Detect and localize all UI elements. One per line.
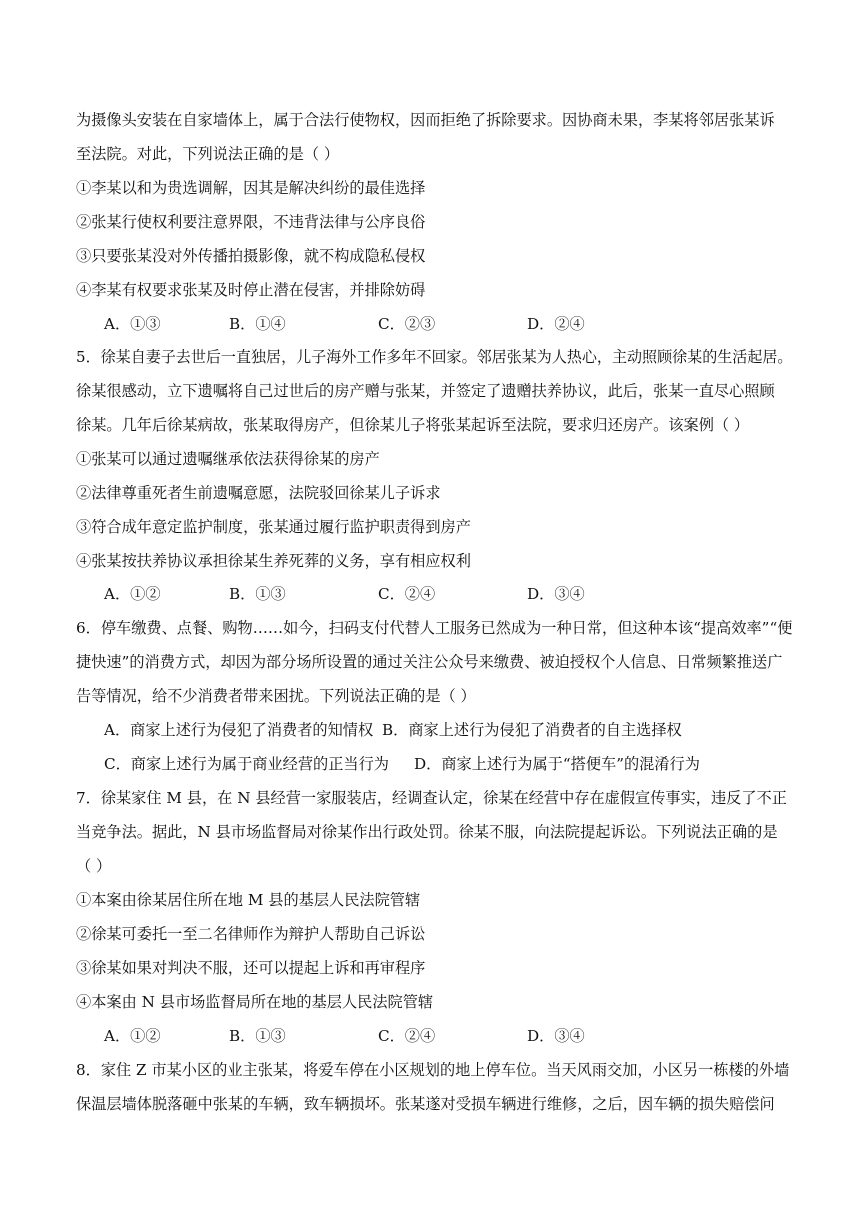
statement-2: ②张某行使权利要注意界限，不违背法律与公序良俗	[76, 213, 426, 231]
question-text-line: 徐某。几年后徐某病故，张某取得房产，但徐某儿子将张某起诉至法院，要求归还房产。该案例（ ）	[76, 416, 750, 434]
option-b: B．①③	[229, 585, 286, 603]
statement-1: ①本案由徐某居住所在地 M 县的基层人民法院管辖	[76, 891, 421, 909]
statement-4: ④李某有权要求张某及时停止潜在侵害，并排除妨碍	[76, 281, 426, 299]
statement-2: ②徐某可委托一至二名律师作为辩护人帮助自己诉讼	[76, 925, 426, 943]
question-text-line: 当竞争法。据此，N 县市场监督局对徐某作出行政处罚。徐某不服，向法院提起诉讼。下列说法正确的是	[76, 823, 778, 841]
question-text-line: 5．徐某自妻子去世后一直独居，儿子海外工作多年不回家。邻居张某为人热心，主动照顾徐某的生活起居。	[76, 348, 793, 366]
option-d: D．商家上述行为属于“搭便车”的混淆行为	[414, 755, 700, 773]
option-c: C．②④	[378, 1027, 436, 1045]
statement-4: ④张某按扶养协议承担徐某生养死葬的义务，享有相应权利	[76, 552, 471, 570]
option-d: D．②④	[527, 315, 585, 333]
option-a: A．商家上述行为侵犯了消费者的知情权	[104, 721, 374, 739]
option-a: A．①②	[104, 585, 161, 603]
question-text-line: 7．徐某家住 M 县，在 N 县经营一家服装店，经调查认定，徐某在经营中存在虚假宣传事实，违反了不正	[76, 789, 787, 807]
answer-blank: （ ）	[76, 857, 112, 875]
option-b: B．商家上述行为侵犯了消费者的自主选择权	[382, 721, 682, 739]
option-a: A．①③	[104, 315, 161, 333]
option-d: D．③④	[527, 1027, 585, 1045]
question-text-line: 6．停车缴费、点餐、购物……如今，扫码支付代替人工服务已然成为一种日常，但这种本该“提高效率”“便	[76, 619, 793, 637]
question-text-line: 至法院。对此，下列说法正确的是（ ）	[76, 145, 340, 163]
statement-3: ③符合成年意定监护制度，张某通过履行监护职责得到房产	[76, 518, 471, 536]
option-c: C．②④	[378, 585, 436, 603]
statement-3: ③徐某如果对判决不服，还可以提起上诉和再审程序	[76, 959, 426, 977]
option-b: B．①③	[229, 1027, 286, 1045]
statement-4: ④本案由 N 县市场监督局所在地的基层人民法院管辖	[76, 993, 434, 1011]
question-text-line: 8．家住 Z 市某小区的业主张某，将爱车停在小区规划的地上停车位。当天风雨交加，小区另一栋楼的外墙	[76, 1061, 790, 1079]
option-a: A．①②	[104, 1027, 161, 1045]
statement-3: ③只要张某没对外传播拍摄影像，就不构成隐私侵权	[76, 247, 426, 265]
statement-2: ②法律尊重死者生前遗嘱意愿，法院驳回徐某儿子诉求	[76, 484, 441, 502]
question-text-line: 捷快速”的消费方式，却因为部分场所设置的通过关注公众号来缴费、被迫授权个人信息、日常频繁推送广	[76, 653, 783, 671]
option-b: B．①④	[229, 315, 286, 333]
question-text-line: 为摄像头安装在自家墙体上，属于合法行使物权，因而拒绝了拆除要求。因协商未果，李某将邻居张某诉	[76, 111, 775, 129]
option-c: C．商家上述行为属于商业经营的正当行为	[104, 755, 389, 773]
question-text-line: 徐某很感动，立下遗嘱将自己过世后的房产赠与张某，并签定了遗赠扶养协议，此后，张某一直尽心照顾	[76, 382, 775, 400]
option-d: D．③④	[527, 585, 585, 603]
question-text-line: 告等情况，给不少消费者带来困扰。下列说法正确的是（ ）	[76, 687, 476, 705]
statement-1: ①张某可以通过遗嘱继承依法获得徐某的房产	[76, 450, 380, 468]
option-c: C．②③	[378, 315, 436, 333]
statement-1: ①李某以和为贵选调解，因其是解决纠纷的最佳选择	[76, 179, 426, 197]
question-text-line: 保温层墙体脱落砸中张某的车辆，致车辆损坏。张某遂对受损车辆进行维修，之后，因车辆的损失赔偿问	[76, 1095, 775, 1113]
